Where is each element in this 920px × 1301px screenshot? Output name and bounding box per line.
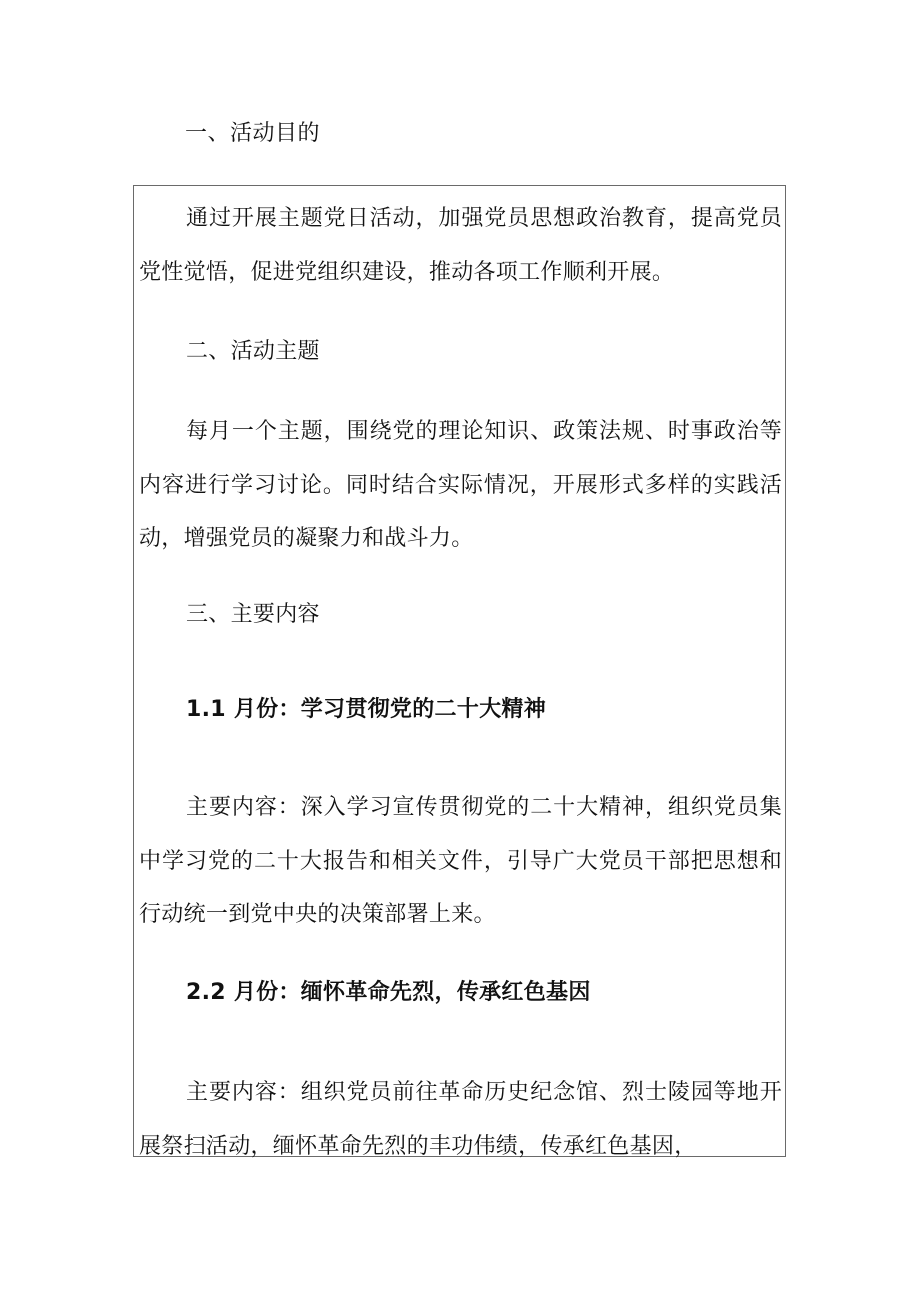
subheading-month-1: 1.1 月份：学习贯彻党的二十大精神 <box>186 697 547 722</box>
section-heading-theme: 二、活动主题 <box>186 339 320 364</box>
paragraph-purpose: 通过开展主题党日活动，加强党员思想政治教育，提高党员党性觉悟，促进党组织建设，推动各项工作顺利开展。 <box>139 206 782 285</box>
section-heading-content: 三、主要内容 <box>186 602 320 627</box>
text-frame <box>133 185 786 1157</box>
subheading-month-2: 2.2 月份：缅怀革命先烈，传承红色基因 <box>186 980 591 1005</box>
paragraph-month-1: 主要内容：深入学习宣传贯彻党的二十大精神，组织党员集中学习党的二十大报告和相关文件，引导广大党员干部把思想和行动统一到党中央的决策部署上来。 <box>139 795 782 927</box>
paragraph-month-2: 主要内容：组织党员前往革命历史纪念馆、烈士陵园等地开展祭扫活动，缅怀革命先烈的丰功伟绩，传承红色基因， <box>139 1080 782 1159</box>
section-heading-purpose: 一、活动目的 <box>185 121 321 146</box>
paragraph-theme: 每月一个主题，围绕党的理论知识、政策法规、时事政治等内容进行学习讨论。同时结合实际情况，开展形式多样的实践活动，增强党员的凝聚力和战斗力。 <box>139 419 782 551</box>
